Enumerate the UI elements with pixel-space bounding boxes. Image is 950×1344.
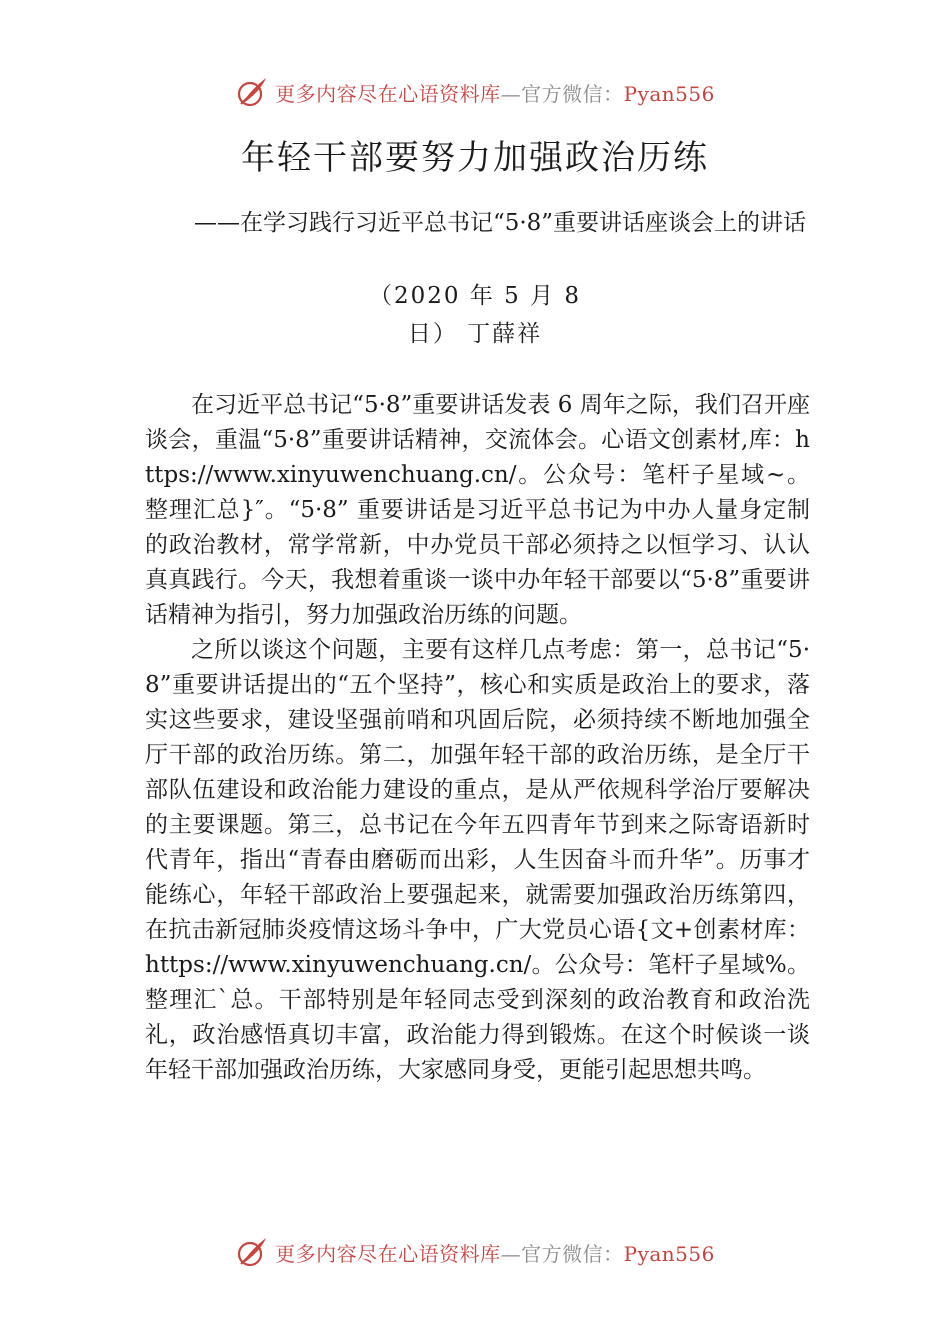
watermark-banner-bottom bbox=[0, 1232, 950, 1272]
paragraph-2: 之所以谈这个问题，主要有这样几点考虑：第一，总书记“5·8”重要讲话提出的“五个坚持”，核心和实质是政治上的要求，落实这些要求，建设坚强前哨和巩固后院，必须持续不断地加强全厅干部的政治历练。第二，加强年轻干部的政治历练，是全厅干部队伍建设和政治能力建设的重点，是从严依规科学治厅要解决的主要课题。第三，总书记在今年五四青年节到来之际寄语新时代青年，指出“青春由磨砺而出彩，人生因奋斗而升华”。历事才能练心，年轻干部政治上要强起来，就需要加强政治历练第四，在抗击新冠肺炎疫情这场斗争中，广大党员心语{文+创素材库：https://www.xinyuwenchuang.cn/。公众号：笔杆子星域%。整理汇`总。干部特别是年轻同志受到深刻的政治教育和政治洗礼，政治感悟真切丰富，政治能力得到锻炼。在这个时候谈一谈年轻干部加强政治历练，大家感同身受，更能引起思想共鸣。 bbox=[145, 637, 810, 1083]
watermark-banner-top bbox=[0, 72, 950, 112]
date-line-2: 日） 丁薛祥 bbox=[407, 321, 543, 347]
quill-logo-icon bbox=[235, 75, 269, 109]
document-body bbox=[145, 388, 810, 1088]
watermark-text: 更多内容尽在心语资料库—官方微信：Pyan556 bbox=[275, 1241, 715, 1266]
document-subtitle: ——在学习践行习近平总书记“5·8”重要讲话座谈会上的讲话 bbox=[193, 210, 807, 236]
date-author bbox=[0, 277, 950, 353]
date-line-1: （2020 年 5 月 8 bbox=[368, 283, 582, 309]
document-title: 年轻干部要努力加强政治历练 bbox=[241, 138, 709, 178]
watermark-text: 更多内容尽在心语资料库—官方微信：Pyan556 bbox=[275, 81, 715, 106]
quill-logo-icon bbox=[235, 1235, 269, 1269]
paragraph-1: 在习近平总书记“5·8”重要讲话发表 6 周年之际，我们召开座谈会，重温“5·8”重要讲话精神，交流体会。心语文创素材,库：https://www.xinyuwenchuang.cn/。公众号：笔杆子星域~。整理汇总}″。“5·8” 重要讲话是习近平总书记为中办人量身定制的政治教材，常学常新，中办党员干部必须持之以恒学习、认认真真践行。今天，我想着重谈一谈中办年轻干部要以“5·8”重要讲话精神为指引，努力加强政治历练的问题。 bbox=[145, 392, 810, 628]
